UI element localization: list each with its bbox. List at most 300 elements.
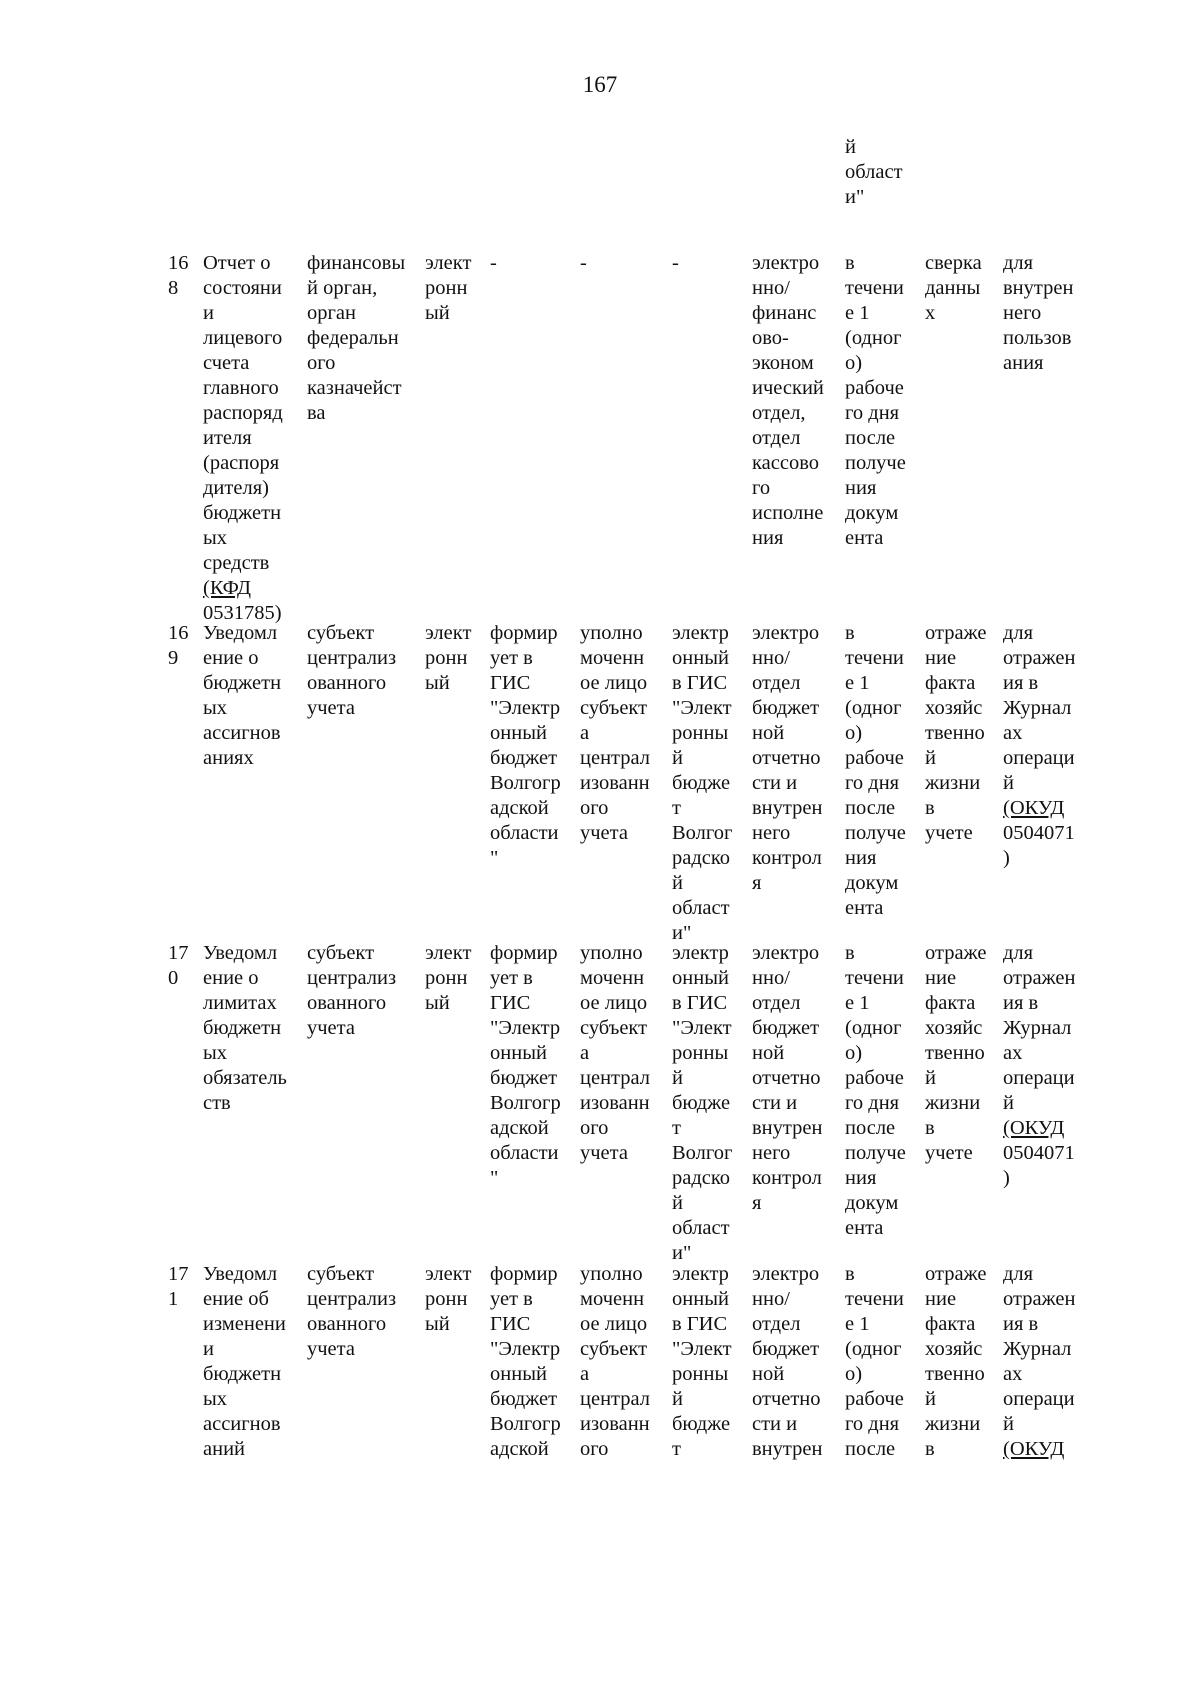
cell-line: "Элект bbox=[672, 1017, 732, 1039]
cell-line: 0504071 bbox=[1003, 1142, 1075, 1164]
form-cell bbox=[425, 941, 471, 1016]
cell-line: 16 bbox=[168, 252, 189, 274]
cell-line: в ГИС bbox=[672, 1313, 728, 1335]
cell-line: элект bbox=[425, 942, 472, 964]
cell-line: го дня bbox=[845, 772, 900, 794]
cell-line: субъект bbox=[580, 1338, 648, 1360]
cell-line: обязатель bbox=[203, 1067, 287, 1089]
cell-line: учета bbox=[307, 697, 355, 719]
cell-line: "Электр bbox=[490, 1017, 561, 1039]
cell-line: течени bbox=[845, 647, 904, 669]
cell-line: изованн bbox=[580, 772, 650, 794]
cell-line: централиз bbox=[307, 647, 397, 669]
cell-line: моченн bbox=[580, 1288, 645, 1310]
cell-line: Уведомл bbox=[203, 622, 278, 644]
cell-line: ый bbox=[425, 992, 450, 1014]
cell-line: операци bbox=[1003, 1388, 1075, 1410]
cell-line: хозяйс bbox=[925, 697, 983, 719]
cell-line: после bbox=[845, 1438, 896, 1460]
cell-line: го дня bbox=[845, 402, 900, 424]
cell-line: й bbox=[672, 1388, 683, 1410]
cell-line: адской bbox=[490, 1117, 549, 1139]
cell-line: электро bbox=[752, 1263, 820, 1285]
cell-line: дителя) bbox=[203, 477, 269, 499]
cell-line: ва bbox=[307, 402, 326, 424]
cell-line: в bbox=[925, 797, 935, 819]
cell-line: й bbox=[672, 872, 683, 894]
cell-line: Волгогр bbox=[490, 1413, 561, 1435]
usage-cell bbox=[1003, 621, 1076, 871]
cell-line: централ bbox=[580, 747, 651, 769]
cell-line: адской bbox=[490, 1438, 549, 1460]
cell-line: отражен bbox=[1003, 647, 1076, 669]
cell-line: него bbox=[752, 822, 791, 844]
cell-line: финансовы bbox=[307, 252, 406, 274]
cell-line: отдел bbox=[752, 992, 801, 1014]
cell-line: получе bbox=[845, 452, 906, 474]
cell-line: рабоче bbox=[845, 1388, 904, 1410]
cell-line: внутрен bbox=[752, 797, 823, 819]
cell-line: ение об bbox=[203, 1288, 269, 1310]
cell-line: твенно bbox=[925, 1042, 985, 1064]
cell-line: твенно bbox=[925, 722, 985, 744]
cell-line: онный bbox=[672, 1288, 729, 1310]
cell-line: формир bbox=[490, 1263, 558, 1285]
carryover-cell bbox=[845, 135, 903, 210]
document-name-cell bbox=[203, 1262, 286, 1462]
cell-line: "Электр bbox=[490, 697, 561, 719]
responsible-cell bbox=[580, 1262, 650, 1462]
cell-line: 9 bbox=[168, 647, 179, 669]
row-number-cell bbox=[168, 251, 189, 301]
cell-line: бюджет bbox=[490, 1388, 558, 1410]
cell-line: внутрен bbox=[752, 1117, 823, 1139]
form-cell bbox=[425, 621, 471, 696]
cell-line: нно/ bbox=[752, 1288, 790, 1310]
cell-line: казначейст bbox=[307, 377, 402, 399]
cell-line: го bbox=[752, 477, 771, 499]
cell-line: ия в bbox=[1003, 1313, 1039, 1335]
cell-line: федеральн bbox=[307, 327, 399, 349]
method-cell bbox=[490, 621, 561, 871]
cell-line: электро bbox=[752, 252, 820, 274]
cell-line: й bbox=[845, 136, 856, 158]
cell-line: 17 bbox=[168, 942, 189, 964]
cell-line: бюджет bbox=[490, 1067, 558, 1089]
cell-line: отраже bbox=[925, 1263, 987, 1285]
cell-line: ых bbox=[203, 697, 228, 719]
cell-line: и" bbox=[672, 1242, 692, 1264]
cell-line: ует в bbox=[490, 647, 533, 669]
cell-line: ых bbox=[203, 1042, 228, 1064]
cell-line: ГИС bbox=[490, 672, 531, 694]
cell-line: бюджет bbox=[752, 1338, 820, 1360]
cell-line: учете bbox=[925, 1142, 973, 1164]
cell-line: 17 bbox=[168, 1263, 189, 1285]
cell-line: уполно bbox=[580, 1263, 643, 1285]
cell-line: для bbox=[1003, 622, 1034, 644]
cell-line: бюдже bbox=[672, 1413, 731, 1435]
cell-line: ГИС bbox=[490, 1313, 531, 1335]
cell-line: област bbox=[672, 1217, 730, 1239]
cell-line: Журнал bbox=[1003, 1338, 1072, 1360]
cell-line: отдел bbox=[752, 427, 801, 449]
cell-line: Уведомл bbox=[203, 942, 278, 964]
cell-line: для bbox=[1003, 942, 1034, 964]
cell-line: кассово bbox=[752, 452, 819, 474]
cell-line: учете bbox=[925, 822, 973, 844]
cell-line: я bbox=[752, 872, 762, 894]
responsible-cell bbox=[580, 941, 650, 1166]
cell-line: - bbox=[672, 252, 679, 274]
cell-line: бюджетн bbox=[203, 1017, 282, 1039]
cell-line: твенно bbox=[925, 1363, 985, 1385]
cell-line: ронн bbox=[425, 647, 468, 669]
cell-line: рабоче bbox=[845, 747, 904, 769]
cell-line: ует в bbox=[490, 1288, 533, 1310]
cell-line: 0531785) bbox=[203, 602, 282, 624]
cell-line: средств bbox=[203, 552, 270, 574]
cell-line: отдел bbox=[752, 1313, 801, 1335]
cell-line: отраже bbox=[925, 622, 987, 644]
cell-line: факта bbox=[925, 1313, 976, 1335]
cell-line: изменени bbox=[203, 1313, 286, 1335]
cell-line: го дня bbox=[845, 1413, 900, 1435]
cell-line: ах bbox=[1003, 1042, 1023, 1064]
form-cell bbox=[425, 1262, 471, 1337]
cell-line: 0504071 bbox=[1003, 822, 1075, 844]
cell-line: ое лицо bbox=[580, 672, 648, 694]
cell-line: ассигнов bbox=[203, 1413, 281, 1435]
cell-line: состояни bbox=[203, 277, 282, 299]
cell-line: "Электр bbox=[490, 1338, 561, 1360]
cell-line: аниях bbox=[203, 747, 254, 769]
cell-line: е 1 bbox=[845, 672, 870, 694]
cell-line: факта bbox=[925, 992, 976, 1014]
cell-line: а bbox=[580, 1042, 590, 1064]
cell-line: ия в bbox=[1003, 672, 1039, 694]
cell-line: ого bbox=[580, 797, 609, 819]
cell-line: ассигнов bbox=[203, 722, 281, 744]
cell-line: й орган, bbox=[307, 277, 378, 299]
deadline-cell bbox=[845, 251, 906, 551]
cell-line: ние bbox=[925, 1288, 957, 1310]
cell-line: уполно bbox=[580, 942, 643, 964]
cell-line: элект bbox=[425, 1263, 472, 1285]
cell-line: ГИС bbox=[490, 992, 531, 1014]
cell-line: в ГИС bbox=[672, 992, 728, 1014]
page-number: 167 bbox=[582, 72, 618, 97]
cell-line: электро bbox=[752, 942, 820, 964]
cell-line: й bbox=[1003, 1092, 1014, 1114]
cell-line: ах bbox=[1003, 722, 1023, 744]
compiler-cell bbox=[307, 1262, 396, 1362]
cell-line: ания bbox=[1003, 352, 1044, 374]
cell-line: элект bbox=[425, 252, 472, 274]
cell-line: ной bbox=[752, 1042, 785, 1064]
cell-line: уполно bbox=[580, 622, 643, 644]
usage-cell bbox=[1003, 251, 1073, 376]
cell-line: ованного bbox=[307, 672, 387, 694]
cell-line: него bbox=[1003, 302, 1042, 324]
cell-line: и" bbox=[845, 186, 865, 208]
cell-line: х bbox=[925, 302, 936, 324]
cell-line: ной bbox=[752, 1363, 785, 1385]
cell-line: субъект bbox=[307, 942, 375, 964]
cell-line: бюджет bbox=[752, 697, 820, 719]
cell-line: отражен bbox=[1003, 967, 1076, 989]
cell-line: о) bbox=[845, 1042, 863, 1064]
cell-line: ния bbox=[845, 477, 877, 499]
cell-line: жизни bbox=[925, 1092, 981, 1114]
cell-line: докум bbox=[845, 502, 899, 524]
cell-line: о) bbox=[845, 1363, 863, 1385]
cell-line: (КФД bbox=[203, 577, 251, 599]
cell-line: получе bbox=[845, 1142, 906, 1164]
cell-line: после bbox=[845, 1117, 896, 1139]
recipient-cell bbox=[752, 941, 822, 1216]
cell-line: ронн bbox=[425, 1288, 468, 1310]
cell-line: эконом bbox=[752, 352, 814, 374]
cell-line: факта bbox=[925, 672, 976, 694]
cell-line: электро bbox=[752, 622, 820, 644]
cell-line: хозяйс bbox=[925, 1338, 983, 1360]
cell-line: в bbox=[845, 942, 855, 964]
compiler-cell bbox=[307, 251, 405, 426]
cell-line: данны bbox=[925, 277, 981, 299]
cell-line: лицевого bbox=[203, 327, 283, 349]
cell-line: учета bbox=[580, 1142, 628, 1164]
cell-line: получе bbox=[845, 822, 906, 844]
cell-line: " bbox=[490, 847, 499, 869]
cell-line: й bbox=[672, 1067, 683, 1089]
cell-line: " bbox=[490, 1167, 499, 1189]
cell-line: ый bbox=[425, 1313, 450, 1335]
cell-line: после bbox=[845, 797, 896, 819]
cell-line: "Элект bbox=[672, 1338, 732, 1360]
cell-line: ) bbox=[1003, 1167, 1010, 1189]
cell-line: централ bbox=[580, 1388, 651, 1410]
cell-line: й bbox=[925, 1388, 936, 1410]
cell-line: ронн bbox=[425, 967, 468, 989]
cell-line: субъект bbox=[580, 697, 648, 719]
cell-line: й bbox=[1003, 1413, 1014, 1435]
cell-line: течени bbox=[845, 967, 904, 989]
cell-line: централ bbox=[580, 1067, 651, 1089]
cell-line: распоряд bbox=[203, 402, 283, 424]
document-name-cell bbox=[203, 251, 283, 626]
cell-line: 0 bbox=[168, 967, 179, 989]
cell-line: ств bbox=[203, 1092, 231, 1114]
cell-line: онный bbox=[672, 647, 729, 669]
cell-line: ых bbox=[203, 1388, 228, 1410]
cell-line: - bbox=[580, 252, 587, 274]
cell-line: области bbox=[490, 1142, 559, 1164]
cell-line: внутрен bbox=[1003, 277, 1074, 299]
cell-line: бюджетн bbox=[203, 672, 282, 694]
cell-line: бюджетн bbox=[203, 502, 282, 524]
cell-line: бюджет bbox=[752, 1017, 820, 1039]
cell-line: сти и bbox=[752, 1413, 798, 1435]
cell-line: главного bbox=[203, 377, 279, 399]
row-number-cell bbox=[168, 621, 189, 671]
row-number-cell bbox=[168, 1262, 189, 1312]
cell-line: нно/ bbox=[752, 967, 790, 989]
cell-line: (ОКУД bbox=[1003, 797, 1065, 819]
cell-line: (ОКУД bbox=[1003, 1117, 1065, 1139]
cell-line: ый bbox=[425, 302, 450, 324]
cell-line: ента bbox=[845, 1217, 884, 1239]
usage-cell bbox=[1003, 1262, 1076, 1462]
cell-line: 8 bbox=[168, 277, 179, 299]
cell-line: и" bbox=[672, 922, 692, 944]
method-cell bbox=[490, 1262, 561, 1462]
cell-line: сти и bbox=[752, 772, 798, 794]
cell-line: отдел bbox=[752, 672, 801, 694]
cell-line: счета bbox=[203, 352, 250, 374]
cell-line: в bbox=[925, 1117, 935, 1139]
cell-line: ое лицо bbox=[580, 1313, 648, 1335]
cell-line: аний bbox=[203, 1438, 246, 1460]
cell-line: внутрен bbox=[752, 1438, 823, 1460]
cell-line: области bbox=[490, 822, 559, 844]
cell-line: финанс bbox=[752, 302, 817, 324]
cell-line: для bbox=[1003, 1263, 1034, 1285]
cell-line: т bbox=[672, 1438, 681, 1460]
deadline-cell bbox=[845, 941, 906, 1241]
cell-line: ение о bbox=[203, 967, 259, 989]
cell-line: моченн bbox=[580, 967, 645, 989]
cell-line: лимитах bbox=[203, 992, 277, 1014]
cell-line: операци bbox=[1003, 1067, 1075, 1089]
cell-line: й bbox=[672, 747, 683, 769]
cell-line: Уведомл bbox=[203, 1263, 278, 1285]
cell-line: ния bbox=[752, 527, 784, 549]
cell-line: жизни bbox=[925, 1413, 981, 1435]
cell-line: ого bbox=[307, 352, 336, 374]
cell-line: (одног bbox=[845, 327, 902, 349]
cell-line: го дня bbox=[845, 1092, 900, 1114]
cell-line: отраже bbox=[925, 942, 987, 964]
cell-line: учета bbox=[307, 1338, 355, 1360]
cell-line: течени bbox=[845, 1288, 904, 1310]
cell-line: ента bbox=[845, 897, 884, 919]
cell-line: Волгогр bbox=[490, 772, 561, 794]
cell-line: ое лицо bbox=[580, 992, 648, 1014]
cell-line: бюджет bbox=[490, 747, 558, 769]
cell-line: й bbox=[925, 1067, 936, 1089]
cell-line: онный bbox=[672, 967, 729, 989]
document-name-cell bbox=[203, 941, 287, 1116]
cell-line: - bbox=[490, 252, 497, 274]
cell-line: и bbox=[203, 302, 214, 324]
cell-line: изованн bbox=[580, 1092, 650, 1114]
responsible-cell bbox=[580, 251, 587, 276]
cell-line: исполне bbox=[752, 502, 824, 524]
cell-line: Журнал bbox=[1003, 1017, 1072, 1039]
cell-line: рабоче bbox=[845, 377, 904, 399]
cell-line: а bbox=[580, 1363, 590, 1385]
purpose-cell bbox=[925, 251, 982, 326]
cell-line: рабоче bbox=[845, 1067, 904, 1089]
cell-line: ния bbox=[845, 1167, 877, 1189]
recipient-cell bbox=[752, 1262, 822, 1462]
cell-line: бюдже bbox=[672, 1092, 731, 1114]
cell-line: ) bbox=[1003, 847, 1010, 869]
cell-line: о) bbox=[845, 722, 863, 744]
cell-line: е 1 bbox=[845, 1313, 870, 1335]
cell-line: и bbox=[203, 1338, 214, 1360]
cell-line: формир bbox=[490, 622, 558, 644]
cell-line: контрол bbox=[752, 847, 822, 869]
cell-line: онный bbox=[490, 722, 547, 744]
cell-line: ого bbox=[580, 1438, 609, 1460]
cell-line: ной bbox=[752, 722, 785, 744]
cell-line: "Элект bbox=[672, 697, 732, 719]
cell-line: для bbox=[1003, 252, 1034, 274]
row-number-cell bbox=[168, 941, 189, 991]
cell-line: орган bbox=[307, 302, 356, 324]
cell-line: (одног bbox=[845, 1017, 902, 1039]
cell-line: бюдже bbox=[672, 772, 731, 794]
responsible-cell bbox=[580, 621, 650, 846]
cell-line: хозяйс bbox=[925, 1017, 983, 1039]
cell-line: электр bbox=[672, 1263, 729, 1285]
cell-line: пользов bbox=[1003, 327, 1072, 349]
cell-line: учета bbox=[580, 822, 628, 844]
cell-line: радско bbox=[672, 1167, 731, 1189]
cell-line: централиз bbox=[307, 1288, 397, 1310]
cell-line: контрол bbox=[752, 1167, 822, 1189]
cell-line: (распоря bbox=[203, 452, 280, 474]
cell-line: (одног bbox=[845, 697, 902, 719]
purpose-cell bbox=[925, 621, 987, 846]
cell-line: област bbox=[672, 897, 730, 919]
compiler-cell bbox=[307, 621, 396, 721]
cell-line: Журнал bbox=[1003, 697, 1072, 719]
cell-line: электр bbox=[672, 942, 729, 964]
deadline-cell bbox=[845, 1262, 904, 1462]
cell-line: в ГИС bbox=[672, 672, 728, 694]
cell-line: докум bbox=[845, 872, 899, 894]
cell-line: моченн bbox=[580, 647, 645, 669]
cell-line: него bbox=[752, 1142, 791, 1164]
cell-line: а bbox=[580, 722, 590, 744]
cell-line: ронны bbox=[672, 1363, 729, 1385]
purpose-cell bbox=[925, 941, 987, 1166]
cell-line: отчетно bbox=[752, 747, 821, 769]
system-cell bbox=[672, 251, 679, 276]
cell-line: ронны bbox=[672, 722, 729, 744]
cell-line: сверка bbox=[925, 252, 982, 274]
cell-line: т bbox=[672, 1117, 681, 1139]
method-cell bbox=[490, 941, 561, 1191]
cell-line: элект bbox=[425, 622, 472, 644]
cell-line: ние bbox=[925, 967, 957, 989]
cell-line: ованного bbox=[307, 1313, 387, 1335]
cell-line: Волгог bbox=[672, 1142, 733, 1164]
cell-line: операци bbox=[1003, 747, 1075, 769]
cell-line: сти и bbox=[752, 1092, 798, 1114]
cell-line: формир bbox=[490, 942, 558, 964]
cell-line: ует в bbox=[490, 967, 533, 989]
cell-line: нно/ bbox=[752, 647, 790, 669]
cell-line: радско bbox=[672, 847, 731, 869]
cell-line: й bbox=[672, 1192, 683, 1214]
cell-line: ого bbox=[580, 1117, 609, 1139]
cell-line: адской bbox=[490, 797, 549, 819]
cell-line: е 1 bbox=[845, 992, 870, 1014]
